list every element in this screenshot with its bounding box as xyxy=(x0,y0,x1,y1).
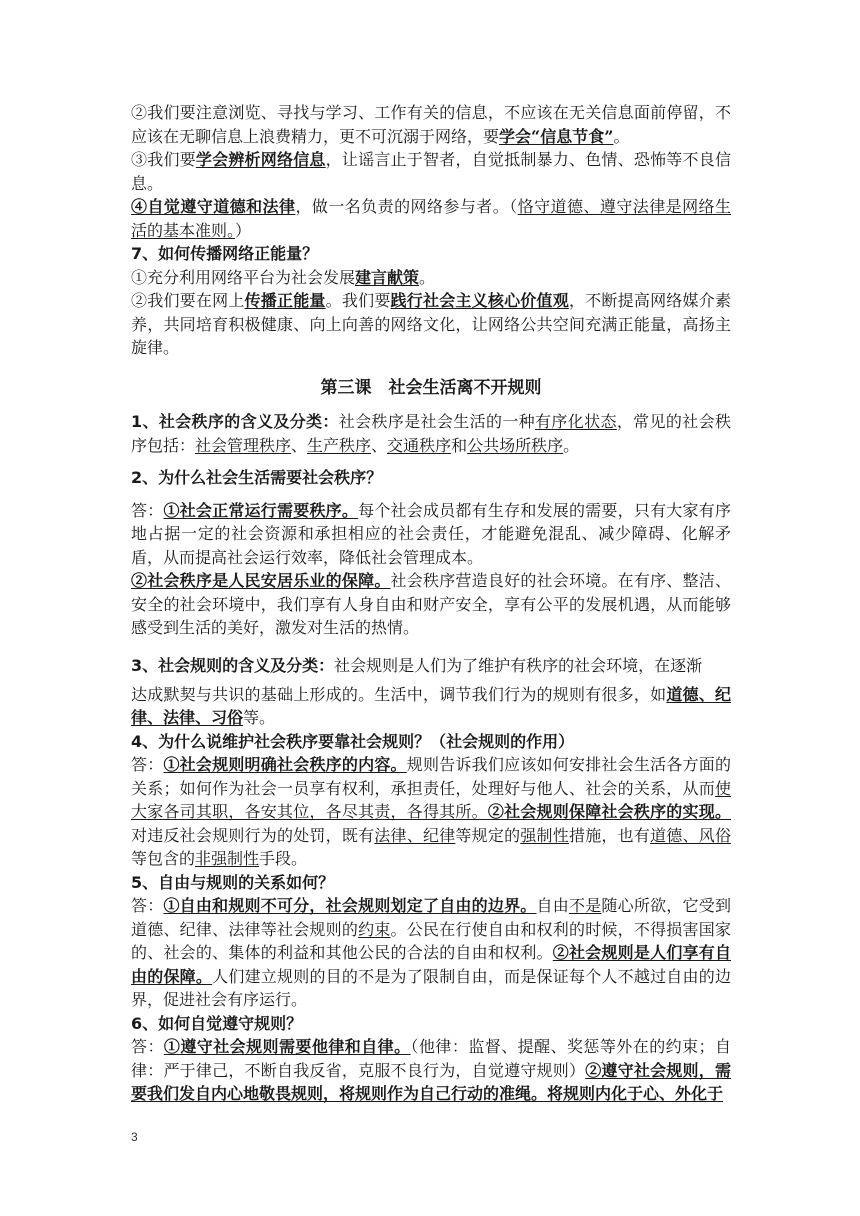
text: ，做一名负责的网络参与者。（ xyxy=(295,197,518,216)
text: 措施，也有 xyxy=(568,825,651,845)
paragraph-info-diet xyxy=(131,101,731,148)
text: 答： xyxy=(131,500,164,520)
underlined-text: 不是 xyxy=(568,896,602,915)
document-body xyxy=(131,101,731,1106)
text: 答： xyxy=(131,755,164,774)
key-point: ②社会规则是人们享有自由的保障。 xyxy=(131,943,731,986)
page-number: 3 xyxy=(131,1130,138,1144)
key-term: 建言献策 xyxy=(355,267,420,287)
key-point: ①社会规则明确社会秩序的内容。 xyxy=(163,755,407,774)
text: 。 xyxy=(419,267,436,287)
text: 、 xyxy=(291,435,308,455)
question-heading: 5、自由与规则的关系如何？ xyxy=(131,872,335,892)
underlined-text: 非强制性 xyxy=(195,849,260,868)
underlined-text: 有序化状态 xyxy=(535,412,617,431)
paragraph-answer xyxy=(131,1035,731,1106)
text: 手段。 xyxy=(259,849,308,868)
text: 答： xyxy=(131,1037,164,1056)
text: 社会规则是人们为了维护有秩序的社会环境，在逐渐 xyxy=(334,655,703,675)
text: ） xyxy=(235,220,252,240)
underlined-text: 公共场所秩序 xyxy=(467,435,564,455)
text: ，不断提高网络媒介素养，共同培育积极健康、向上向善的网络文化，让网络公共空间充满正能量，高扬主旋律。 xyxy=(131,291,731,357)
text: ①充分利用网络平台为社会发展 xyxy=(131,267,356,287)
key-point: ②遵守社会规则，需要我们发自内心地敬畏规则，将规则作为自己行动的准绳。将规则内化于心、外化于 xyxy=(131,1060,731,1103)
text: 自由 xyxy=(536,896,569,915)
text: 和 xyxy=(451,435,468,455)
text: 。 xyxy=(563,435,580,455)
underlined-text: 法律、纪律 xyxy=(374,825,456,845)
underlined-text: 道德、风俗 xyxy=(650,825,731,845)
key-term: 传播正能量 xyxy=(244,291,326,310)
key-term: ④自觉遵守道德和法律 xyxy=(131,197,296,216)
text: 社会秩序营造良好的社会环境。在有序、整洁、安全的社会环境中，我们享有人身自由和财产安全，享有公平的发展机遇，从而能够感受到生活的美好，激发对生活的热情。 xyxy=(131,571,731,637)
paragraph-answer xyxy=(131,894,731,1012)
key-point: ②社会规则保障社会秩序的实现。 xyxy=(487,802,731,821)
text: ，常见的社会秩序包括： xyxy=(131,412,731,455)
text: 、 xyxy=(371,435,388,455)
text: （他律：监督、提醒、奖惩等外在的约束；自律：严于律己，不断自我反省，克服不良行为，自觉遵守规则） xyxy=(131,1037,731,1080)
text: 答： xyxy=(131,896,164,915)
paragraph-answer xyxy=(131,569,731,640)
key-point: ①遵守社会规则需要他律和自律。 xyxy=(163,1037,411,1056)
text: 社会秩序是社会生活的一种 xyxy=(338,412,536,431)
underlined-text: 约束 xyxy=(358,919,391,939)
paragraph-morality-law xyxy=(131,195,731,242)
text: 人们建立规则的目的不是为了限制自由，而是保证每个人不越过自由的边界，促进社会有序运行。 xyxy=(131,966,731,1009)
text: 等包含的 xyxy=(131,849,196,868)
question-heading: 2、为什么社会生活需要社会秩序？ xyxy=(131,468,383,487)
question-heading: 4、为什么说维护社会秩序要靠社会规则？（社会规则的作用） xyxy=(131,731,575,751)
key-point: ①社会正常运行需要秩序。 xyxy=(163,500,359,520)
text: 随心所欲，它受到道德、纪律、法律等社会规则的 xyxy=(131,896,731,939)
question-heading: 1、社会秩序的含义及分类： xyxy=(131,412,339,431)
text: 等规定的 xyxy=(455,825,521,845)
question-heading: 7、如何传播网络正能量？ xyxy=(131,244,319,263)
text: 。 xyxy=(613,126,630,146)
question-social-order xyxy=(131,410,731,457)
text: ②我们要在网上 xyxy=(131,291,245,310)
lesson-title: 第三课 社会生活离不开规则 xyxy=(320,377,542,398)
key-term: 学会辨析网络信息 xyxy=(195,150,326,169)
key-term: 道德、纪律、法律、习俗 xyxy=(131,684,731,727)
question-heading: 6、如何自觉遵守规则？ xyxy=(131,1013,303,1033)
question-heading: 3、社会规则的含义及分类： xyxy=(131,655,335,675)
text: ③我们要 xyxy=(131,150,196,169)
text: 达成默契与共识的基础上形成的。生活中，调节我们行为的规则有很多，如 xyxy=(131,684,667,704)
text: 对违反社会规则行为的处罚，既有 xyxy=(131,825,375,845)
text: 等。 xyxy=(243,708,276,727)
text: ，让谣言止于智者，自觉抵制暴力、色情、恐怖等不良信息。 xyxy=(131,150,731,193)
text: 。我们要 xyxy=(325,291,391,310)
underlined-text: 生产秩序 xyxy=(307,435,372,455)
paragraph-answer xyxy=(131,499,731,570)
text: 规则告诉我们应该如何安排社会生活各方面的关系；如何作为社会一员享有权利，承担责任，处理好与他人、社会的关系，从而 xyxy=(131,755,731,798)
key-point: ①自由和规则不可分，社会规则划定了自由的边界。 xyxy=(163,896,537,915)
key-term: 践行社会主义核心价值观 xyxy=(390,291,569,310)
underlined-text: 使大家各司其职，各安其位，各尽其责，各得其所。 xyxy=(131,778,731,821)
underlined-text: 恪守道德、遵守法律是网络生活的基本准则。 xyxy=(131,197,731,240)
text: 每个社会成员都有生存和发展的需要，只有大家有序地占据一定的社会资源和承担相应的社会责任，才能避免混乱、减少障碍、化解矛盾，从而提高社会运行效率，降低社会管理成本。 xyxy=(131,500,731,567)
text: 。公民在行使自由和权利的时候，不得损害国家的、社会的、集体的利益和其他公民的合法的自由和权利。 xyxy=(131,919,731,962)
question-social-rules xyxy=(131,649,731,730)
key-point: ②社会秩序是人民安居乐业的保障。 xyxy=(131,571,391,590)
paragraph-answer xyxy=(131,266,731,290)
underlined-text: 社会管理秩序 xyxy=(195,435,292,455)
paragraph-answer xyxy=(131,753,731,871)
text: ②我们要注意浏览、寻找与学习、工作有关的信息，不应该在无关信息面前停留，不应该在无聊信息上浪费精力，更不可沉溺于网络，要 xyxy=(131,103,731,146)
underlined-text: 交通秩序 xyxy=(387,435,452,455)
paragraph-identify-info xyxy=(131,148,731,195)
paragraph-answer xyxy=(131,289,731,360)
key-term: 学会“信息节食” xyxy=(499,126,614,146)
underlined-text: 强制性 xyxy=(520,825,569,845)
